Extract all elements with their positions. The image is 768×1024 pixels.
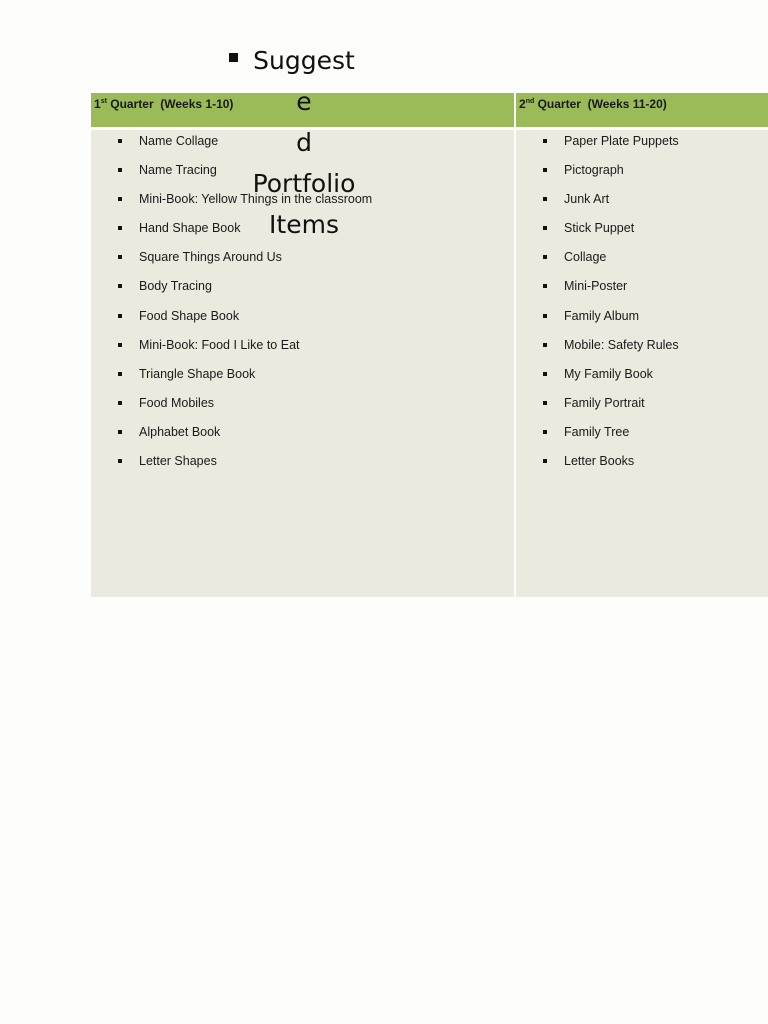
item-label: My Family Book	[564, 366, 653, 381]
bullet-icon	[118, 226, 122, 230]
quarter-header-2	[516, 93, 768, 130]
list-item	[516, 159, 768, 188]
title-bullet-icon	[229, 53, 238, 62]
item-label: Triangle Shape Book	[139, 366, 256, 381]
bullet-icon	[118, 139, 122, 143]
item-label: Family Album	[564, 308, 640, 323]
item-label: Family Portrait	[564, 395, 645, 410]
bullet-icon	[543, 459, 547, 463]
item-label: Food Shape Book	[139, 308, 240, 323]
bullet-icon	[118, 255, 122, 259]
bullet-icon	[543, 343, 547, 347]
list-item	[516, 334, 768, 363]
quarter-ordinal-suffix: st	[100, 98, 107, 105]
item-label: Letter Books	[564, 454, 635, 469]
list-item	[516, 392, 768, 421]
portfolio-table	[91, 93, 768, 597]
bullet-icon	[543, 168, 547, 172]
list-item	[516, 246, 768, 275]
bullet-icon	[118, 197, 122, 201]
bullet-icon	[118, 372, 122, 376]
item-label: Letter Shapes	[139, 454, 217, 469]
item-label: Mini-Book: Yellow Things in the classroom	[139, 192, 373, 207]
item-label: Square Things Around Us	[139, 250, 282, 265]
item-label: Name Collage	[139, 134, 219, 148]
item-label: Family Tree	[564, 424, 630, 439]
list-item	[91, 334, 514, 363]
item-label: Food Mobiles	[139, 395, 215, 410]
item-label: Mobile: Safety Rules	[564, 337, 679, 352]
quarter-label: Quarter (Weeks 11-20)	[537, 97, 667, 111]
list-item	[516, 188, 768, 217]
bullet-icon	[118, 284, 122, 288]
bullet-icon	[543, 314, 547, 318]
list-item	[91, 275, 514, 304]
bullet-icon	[118, 168, 122, 172]
list-item	[91, 246, 514, 275]
list-item	[516, 305, 768, 334]
quarter-header-text	[519, 94, 667, 114]
bullet-icon	[543, 284, 547, 288]
item-label: Paper Plate Puppets	[564, 134, 679, 148]
item-label: Junk Art	[564, 192, 610, 207]
quarter-label: Quarter (Weeks 1-10)	[110, 97, 234, 111]
quarter-ordinal: 1	[94, 97, 101, 111]
bullet-icon	[118, 343, 122, 347]
quarter-2-items	[516, 130, 768, 479]
quarter-header-text	[94, 94, 233, 114]
bullet-icon	[543, 372, 547, 376]
quarter-ordinal-suffix: nd	[525, 98, 535, 105]
list-item	[516, 421, 768, 450]
list-item	[516, 275, 768, 304]
item-label: Alphabet Book	[139, 424, 221, 439]
list-item	[516, 217, 768, 246]
bullet-icon	[118, 314, 122, 318]
list-item	[91, 450, 514, 479]
bullet-icon	[543, 255, 547, 259]
title-line: Portfolio	[252, 169, 356, 198]
item-label: Body Tracing	[139, 279, 212, 294]
quarter-ordinal: 2	[519, 97, 526, 111]
bullet-icon	[118, 401, 122, 405]
list-item	[91, 392, 514, 421]
item-label: Mini-Book: Food I Like to Eat	[139, 337, 300, 352]
quarter-column-2	[516, 93, 768, 597]
item-label: Pictograph	[564, 163, 624, 178]
bullet-icon	[543, 197, 547, 201]
bullet-icon	[118, 430, 122, 434]
bullet-icon	[543, 226, 547, 230]
item-label: Mini-Poster	[564, 279, 628, 294]
list-item	[516, 363, 768, 392]
bullet-icon	[543, 139, 547, 143]
item-label: Collage	[564, 250, 607, 265]
title-line: Items	[269, 210, 339, 239]
item-label: Hand Shape Book	[139, 221, 241, 236]
list-item	[516, 450, 768, 479]
title-line: Suggeste	[253, 46, 355, 116]
bullet-icon	[543, 430, 547, 434]
bullet-icon	[543, 401, 547, 405]
list-item	[91, 421, 514, 450]
bullet-icon	[118, 459, 122, 463]
item-label: Name Tracing	[139, 163, 217, 178]
list-item	[516, 130, 768, 159]
item-label: Stick Puppet	[564, 221, 635, 236]
page-title-text	[248, 40, 360, 245]
title-line: d	[296, 128, 312, 157]
list-item	[91, 363, 514, 392]
list-item	[91, 305, 514, 334]
